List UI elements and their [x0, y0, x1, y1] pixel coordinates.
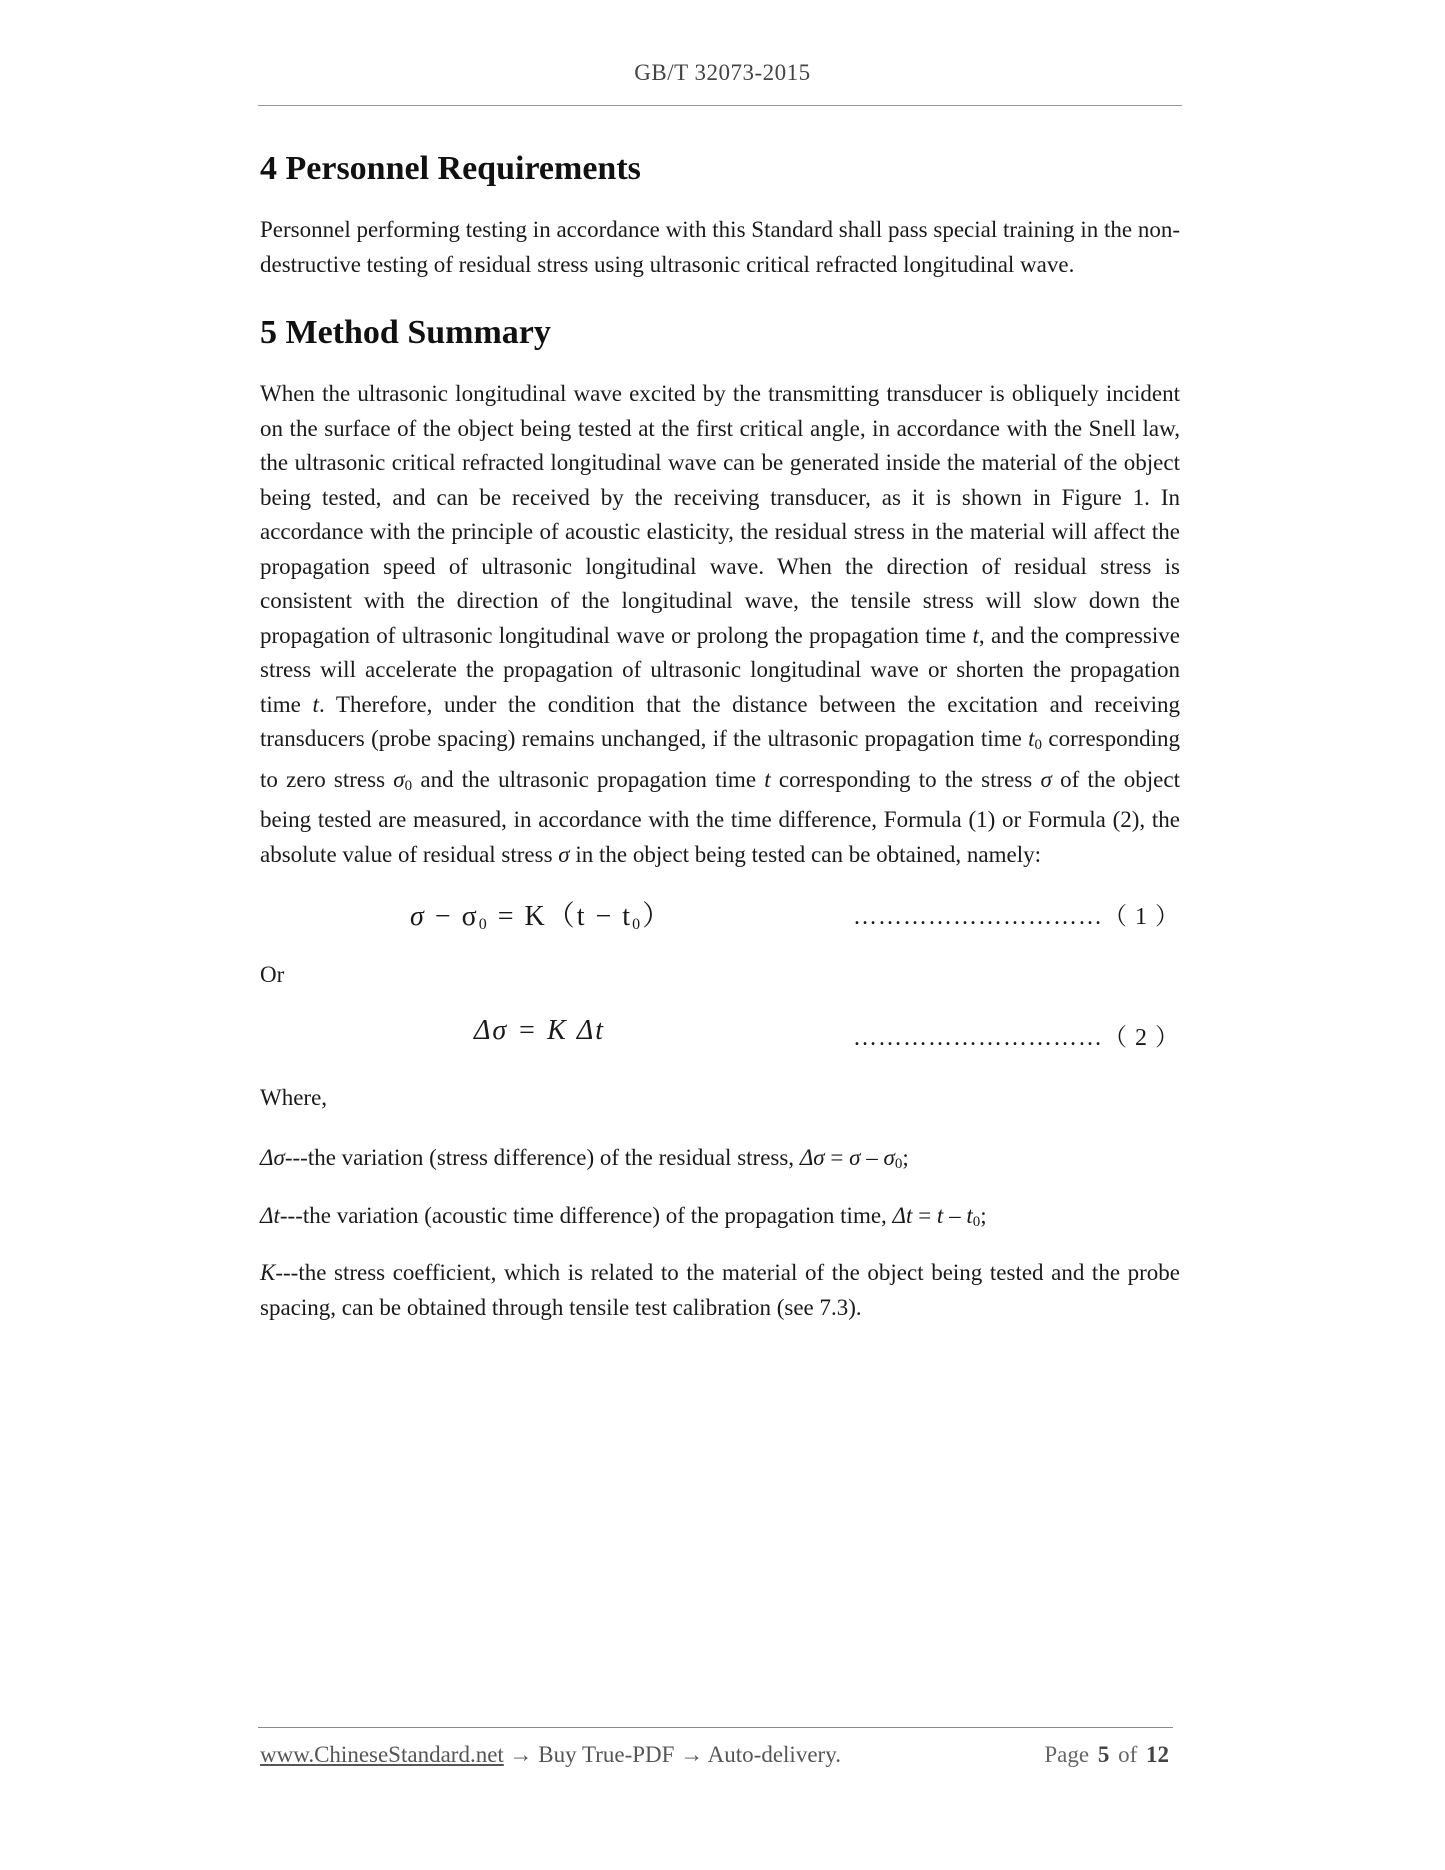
formula-2-number: …………………………（ 2 ） — [853, 1024, 1180, 1051]
delivery-text: Auto-delivery. — [707, 1742, 841, 1767]
section-5-heading: 5 Method Summary — [260, 314, 551, 351]
time-symbol: t — [972, 622, 979, 648]
text-segment: of the object being tested are measured, in accordance with the time difference, Formula (1) or Formula (2), the absolute value of residual stress — [260, 766, 1180, 867]
sigma-symbol: σ — [393, 766, 405, 792]
document-code-header: GB/T 32073-2015 — [634, 60, 811, 85]
section-4-heading: 4 Personnel Requirements — [260, 150, 641, 187]
formula-1 — [260, 894, 1180, 934]
or-text: Or — [260, 962, 285, 987]
semicolon: ; — [902, 1145, 909, 1170]
section-4-paragraph: Personnel performing testing in accordance with this Standard shall pass special training in the non-destructive testing of residual stress using ultrasonic critical refracted longitudinal wave. — [260, 217, 1180, 277]
time-symbol: t — [764, 766, 771, 792]
definition-text: ---the variation (acoustic time difference) of the propagation time, — [279, 1202, 893, 1228]
time-symbol: t — [312, 691, 319, 717]
where-text: Where, — [260, 1084, 328, 1110]
arrow-icon: → — [674, 1742, 708, 1767]
minus-sign: – — [943, 1202, 967, 1228]
definition-delta-sigma — [260, 1141, 1180, 1182]
equals-sign: = — [912, 1202, 937, 1228]
delta-t-symbol: Δt — [892, 1202, 913, 1228]
website-link[interactable]: www.ChineseStandard.net — [260, 1742, 504, 1767]
footer-promo — [260, 1742, 841, 1768]
text-segment: corresponding to zero stress — [260, 726, 1180, 792]
formula-1-expression — [410, 894, 672, 934]
subscript-zero: 0 — [1034, 737, 1043, 753]
current-page-number: 5 — [1097, 1742, 1110, 1767]
page-label: Page — [1044, 1742, 1090, 1767]
text-segment: and the ultrasonic propagation time — [412, 766, 765, 792]
text-segment: When the ultrasonic longitudinal wave excited by the transmitting transducer is obliquely incident on the surface of the object being tested at the first critical angle, in accordance with the Snell law, the ultrasonic critical refracted longitudinal wave can be generated inside the material of the object being tested, and can be received by the receiving transducer, as it is shown in Figure 1. In accordance with the principle of acoustic elasticity, the residual stress in the material will affect the propagation speed of ultrasonic longitudinal wave. When the direction of residual stress is consistent with the direction of the longitudinal wave, the tensile stress will slow down the propagation of ultrasonic longitudinal wave or prolong the propagation time — [260, 381, 1180, 648]
formula-1-number: …………………………（ 1 ） — [853, 904, 1180, 930]
definition-k — [260, 1256, 1180, 1325]
subscript-zero: 0 — [632, 916, 643, 933]
delta-sigma-symbol: Δσ — [260, 1145, 285, 1170]
formula-2 — [260, 1015, 1180, 1055]
zero-time-symbol: t — [1028, 726, 1035, 751]
text-segment: . Therefore, under the condition that the distance between the excitation and receiving transducers (probe spacing) remains unchanged, if the ultrasonic propagation time — [260, 691, 1180, 751]
equals-sign: = — [824, 1145, 850, 1170]
method-summary-paragraph — [260, 377, 1180, 872]
sigma-symbol: σ — [883, 1145, 895, 1170]
text-segment: , and the compressive stress will accelerate the propagation of ultrasonic longitudinal wave or shorten the propagation time — [260, 622, 1180, 717]
buy-text: Buy True-PDF — [538, 1742, 675, 1767]
sigma-symbol: σ — [849, 1145, 861, 1170]
text-segment: in the object being tested can be obtained, namely: — [569, 841, 1041, 867]
sigma-symbol: σ — [558, 841, 570, 867]
definition-text: ---the stress coefficient, which is related to the material of the object being tested and the probe spacing, can be obtained through tensile test calibration (see 7.3). — [260, 1260, 1180, 1320]
time-symbol: t — [966, 1202, 973, 1228]
formula-part: = K（t − t — [488, 901, 633, 932]
page-content — [260, 150, 1180, 1325]
delta-t-symbol: Δt — [260, 1202, 280, 1228]
sigma-symbol: σ — [1040, 766, 1052, 792]
sigma-symbol: σ — [410, 901, 426, 932]
k-symbol: K — [260, 1260, 276, 1285]
total-pages: 12 — [1146, 1742, 1169, 1767]
subscript-zero: 0 — [972, 1213, 981, 1230]
page-indicator — [1044, 1742, 1169, 1768]
formula-part: ） — [642, 901, 673, 932]
definition-delta-t — [260, 1199, 1180, 1240]
header-divider — [258, 105, 1182, 106]
subscript-zero: 0 — [404, 777, 413, 794]
formula-2-expression: Δσ = K Δt — [474, 1014, 606, 1046]
subscript-zero: 0 — [478, 916, 489, 933]
arrow-icon: → — [503, 1742, 539, 1767]
delta-sigma-symbol: Δσ — [799, 1145, 825, 1170]
minus-sign: – — [860, 1145, 884, 1170]
definition-text: ---the variation (stress difference) of the residual stress, — [284, 1145, 800, 1170]
subscript-zero: 0 — [894, 1156, 903, 1172]
footer-divider — [258, 1727, 1173, 1728]
of-label: of — [1118, 1742, 1138, 1767]
semicolon: ; — [980, 1202, 987, 1228]
formula-part: − σ — [425, 901, 479, 932]
time-symbol: t — [936, 1202, 944, 1228]
text-segment: corresponding to the stress — [770, 766, 1041, 792]
